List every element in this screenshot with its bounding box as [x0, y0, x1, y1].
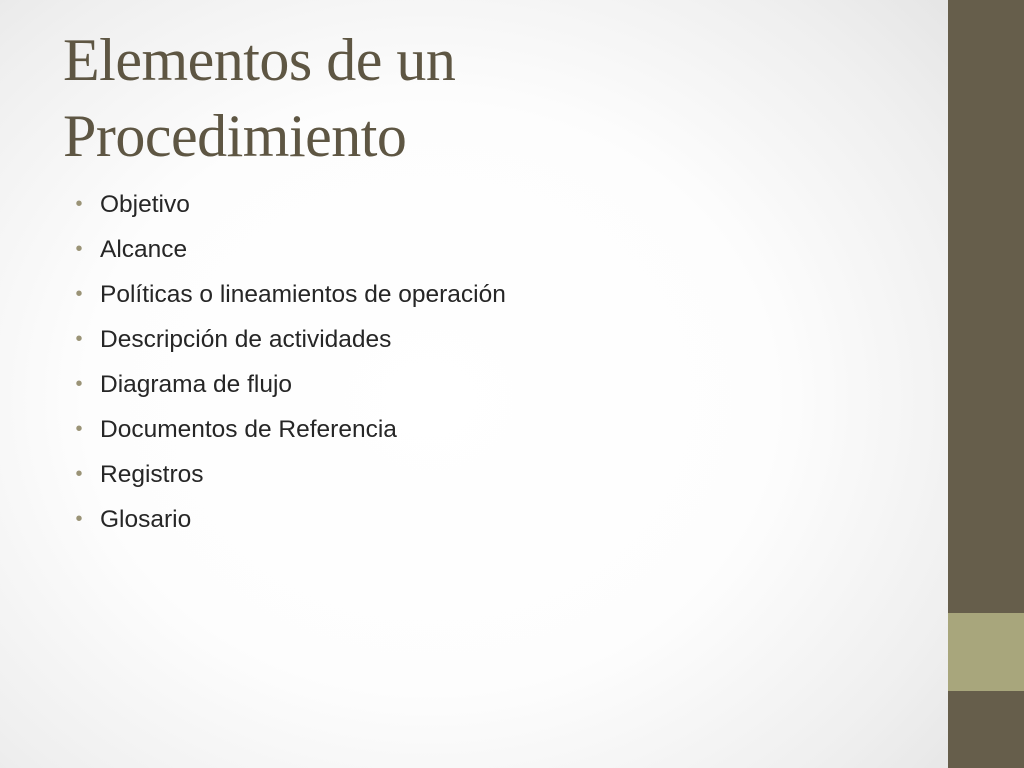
bullet-dot-icon: •	[75, 418, 83, 440]
bullet-dot-icon: •	[75, 238, 83, 260]
bullet-item-diagrama	[72, 362, 506, 407]
side-decoration-bar	[948, 0, 1024, 768]
bullet-dot-icon: •	[75, 193, 83, 215]
bullet-dot-icon: •	[75, 373, 83, 395]
bullet-item-alcance	[72, 227, 506, 272]
slide-title-line-2: Procedimiento	[63, 103, 407, 169]
bullet-text: Alcance	[100, 236, 188, 263]
bullet-item-objetivo	[72, 182, 506, 227]
bullet-text: Objetivo	[100, 191, 190, 218]
bullet-item-registros	[72, 452, 506, 497]
bullet-text: Registros	[100, 461, 204, 488]
slide-title-line-1: Elementos de un	[63, 27, 456, 93]
bullet-text: Políticas o lineamientos de operación	[100, 281, 506, 308]
bullet-item-glosario	[72, 497, 506, 542]
bullet-item-politicas	[72, 272, 506, 317]
bullet-item-descripcion	[72, 317, 506, 362]
slide-title	[63, 22, 923, 174]
bullet-text: Descripción de actividades	[100, 326, 392, 353]
bullet-text: Glosario	[100, 506, 192, 533]
bullet-list	[72, 182, 506, 542]
bullet-item-documentos	[72, 407, 506, 452]
bullet-dot-icon: •	[75, 283, 83, 305]
side-accent-block	[948, 613, 1024, 691]
bullet-text: Documentos de Referencia	[100, 416, 397, 443]
bullet-text: Diagrama de flujo	[100, 371, 293, 398]
bullet-dot-icon: •	[75, 508, 83, 530]
bullet-dot-icon: •	[75, 328, 83, 350]
bullet-dot-icon: •	[75, 463, 83, 485]
